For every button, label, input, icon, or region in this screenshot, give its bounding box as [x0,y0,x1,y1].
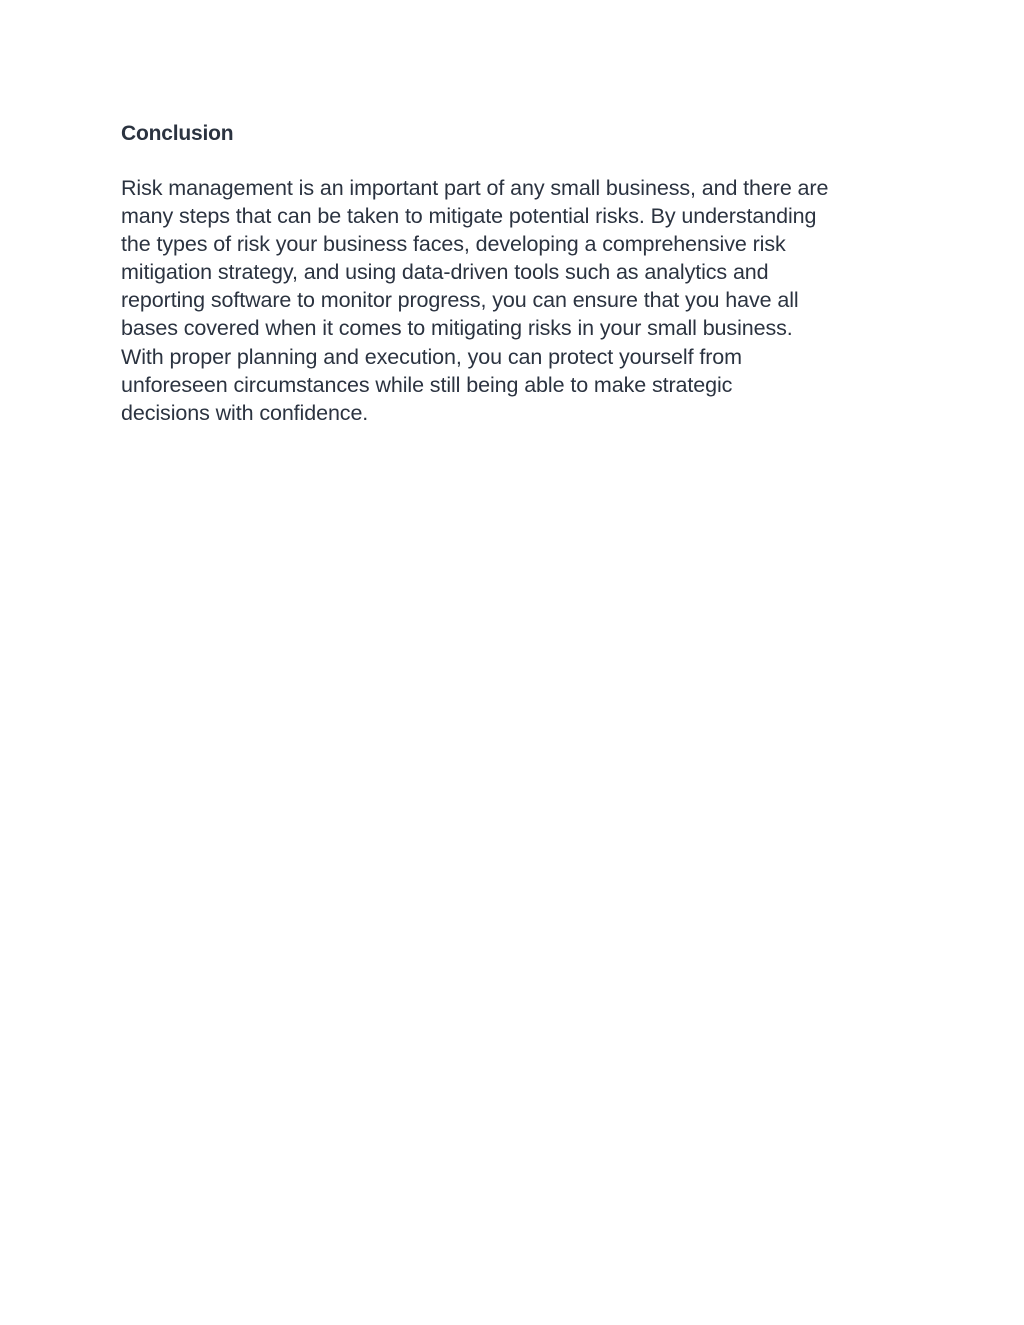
paragraph-line: unforeseen circumstances while still being able to make strategic [121,372,733,397]
document-content [121,118,911,427]
paragraph-line: the types of risk your business faces, developing a comprehensive risk [121,232,786,257]
paragraph-line: mitigation strategy, and using data-driven tools such as analytics and [121,260,769,285]
paragraph-line: many steps that can be taken to mitigate potential risks. By understanding [121,204,817,229]
paragraph-line: reporting software to monitor progress, you can ensure that you have all [121,288,799,313]
conclusion-paragraph [121,174,911,427]
paragraph-line: With proper planning and execution, you can protect yourself from [121,344,742,369]
paragraph-line: decisions with confidence. [121,400,369,425]
paragraph-line: Risk management is an important part of any small business, and there are [121,176,829,200]
paragraph-line: bases covered when it comes to mitigating risks in your small business. [121,316,793,341]
section-heading: Conclusion [121,122,234,145]
